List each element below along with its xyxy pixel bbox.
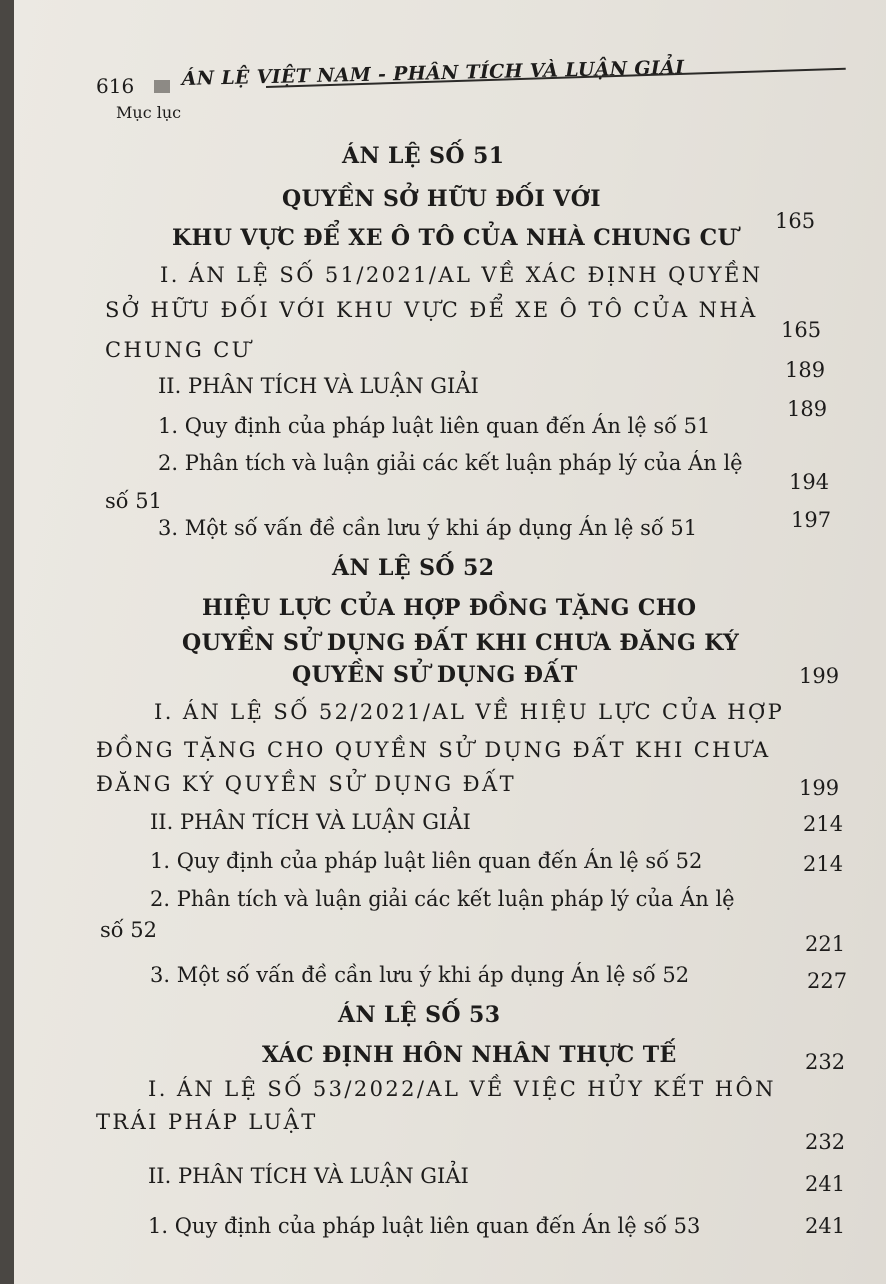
book-title: ÁN LỆ VIỆT NAM - PHÂN TÍCH VÀ LUẬN GIẢI: [181, 56, 685, 90]
c51-item-1-page: 189: [787, 397, 828, 421]
c51-part-ii-page: 189: [785, 358, 826, 382]
chapter-52-subtitle-2: QUYỀN SỬ DỤNG ĐẤT KHI CHƯA ĐĂNG KÝ: [182, 630, 740, 656]
chapter-52-subtitle-1: HIỆU LỰC CỦA HỢP ĐỒNG TẶNG CHO: [202, 595, 697, 621]
c52-part-i-line-2: ĐỒNG TẶNG CHO QUYỀN SỬ DỤNG ĐẤT KHI CHƯA: [96, 738, 771, 762]
chapter-52-title: ÁN LỆ SỐ 52: [332, 555, 495, 581]
page-number: 616: [96, 74, 135, 98]
c52-item-2-line-1: 2. Phân tích và luận giải các kết luận pháp lý của Án lệ: [150, 887, 735, 911]
chapter-53-title: ÁN LỆ SỐ 53: [338, 1002, 501, 1028]
c52-item-3-page: 227: [807, 969, 848, 993]
c51-part-i-line-1: I. ÁN LỆ SỐ 51/2021/AL VỀ XÁC ĐỊNH QUYỀN: [160, 263, 763, 287]
c52-part-ii: II. PHÂN TÍCH VÀ LUẬN GIẢI: [150, 810, 471, 834]
c52-part-i-page: 199: [799, 776, 840, 800]
c52-item-2-line-2: số 52: [100, 918, 158, 942]
c51-item-3-page: 197: [791, 508, 832, 532]
c53-item-1-page: 241: [805, 1214, 846, 1238]
c51-item-2-line-1: 2. Phân tích và luận giải các kết luận pháp lý của Án lệ: [158, 451, 743, 475]
c53-part-i-line-2: TRÁI PHÁP LUẬT: [96, 1110, 318, 1134]
c53-part-i-line-1: I. ÁN LỆ SỐ 53/2022/AL VỀ VIỆC HỦY KẾT HÔN: [148, 1077, 776, 1101]
chapter-53-page: 232: [805, 1050, 846, 1074]
c51-item-1: 1. Quy định của pháp luật liên quan đến Án lệ số 51: [158, 414, 711, 438]
table-of-contents: [14, 0, 886, 1284]
chapter-51-subtitle-1: QUYỀN SỞ HỮU ĐỐI VỚI: [282, 186, 601, 212]
c53-part-ii: II. PHÂN TÍCH VÀ LUẬN GIẢI: [148, 1164, 469, 1188]
chapter-51-subtitle-2: KHU VỰC ĐỂ XE Ô TÔ CỦA NHÀ CHUNG CƯ: [172, 225, 738, 251]
c53-item-1: 1. Quy định của pháp luật liên quan đến Án lệ số 53: [148, 1214, 701, 1238]
c52-item-1-page: 214: [803, 852, 844, 876]
c51-item-2-line-2: số 51: [105, 489, 163, 513]
c53-part-i-page: 232: [805, 1130, 846, 1154]
c52-part-ii-page: 214: [803, 812, 844, 836]
c51-part-i-line-3: CHUNG CƯ: [105, 338, 252, 362]
chapter-52-page: 199: [799, 664, 840, 688]
c53-part-ii-page: 241: [805, 1172, 846, 1196]
c51-part-ii: II. PHÂN TÍCH VÀ LUẬN GIẢI: [158, 374, 479, 398]
chapter-52-subtitle-3: QUYỀN SỬ DỤNG ĐẤT: [292, 662, 578, 688]
c51-item-2-page: 194: [789, 470, 830, 494]
chapter-51-page: 165: [775, 209, 816, 233]
c51-part-i-line-2: SỞ HỮU ĐỐI VỚI KHU VỰC ĐỂ XE Ô TÔ CỦA NHÀ: [105, 298, 758, 322]
c51-part-i-page: 165: [781, 318, 822, 342]
c52-part-i-line-3: ĐĂNG KÝ QUYỀN SỬ DỤNG ĐẤT: [96, 772, 517, 796]
c52-part-i-line-1: I. ÁN LỆ SỐ 52/2021/AL VỀ HIỆU LỰC CỦA HỢP: [154, 700, 785, 724]
c51-item-3: 3. Một số vấn đề cần lưu ý khi áp dụng Án lệ số 51: [158, 516, 698, 540]
chapter-53-subtitle-1: XÁC ĐỊNH HÔN NHÂN THỰC TẾ: [262, 1042, 677, 1068]
c52-item-3: 3. Một số vấn đề cần lưu ý khi áp dụng Án lệ số 52: [150, 963, 690, 987]
section-name: Mục lục: [116, 103, 182, 122]
c52-item-2-page: 221: [805, 932, 846, 956]
chapter-51-title: ÁN LỆ SỐ 51: [342, 143, 505, 169]
book-page: [14, 0, 886, 1284]
c52-item-1: 1. Quy định của pháp luật liên quan đến Án lệ số 52: [150, 849, 703, 873]
